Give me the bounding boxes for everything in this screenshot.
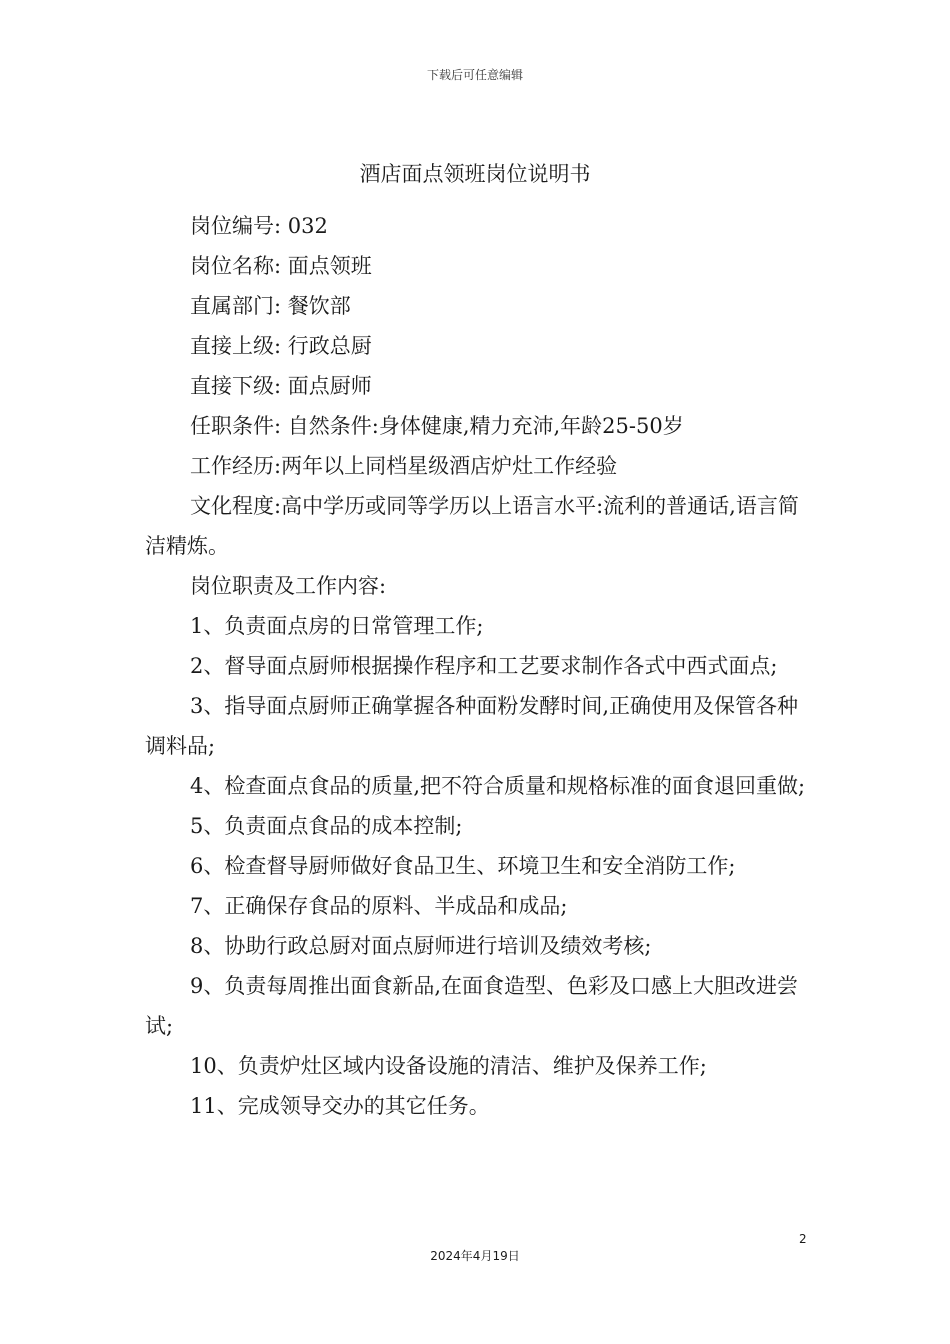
field-direct-superior: 直接上级: 行政总厨 [190,334,372,358]
duty-item: 6、检查督导厨师做好食品卫生、环境卫生和安全消防工作; [190,854,736,878]
header-note: 下载后可任意编辑 [426,68,523,82]
field-requirements: 任职条件: 自然条件:身体健康,精力充沛,年龄25-50岁 [190,414,684,438]
section-heading-duties: 岗位职责及工作内容: [190,574,387,598]
duty-item: 2、督导面点厨师根据操作程序和工艺要求制作各式中西式面点; [190,654,778,678]
footer-date: 2024年4月19日 [430,1249,520,1263]
duty-item: 5、负责面点食品的成本控制; [190,814,463,838]
field-direct-subordinate: 直接下级: 面点厨师 [190,374,372,398]
duty-item: 3、指导面点厨师正确掌握各种面粉发酵时间,正确使用及保管各种调料品; [145,694,799,758]
document-body [145,206,810,1126]
field-work-experience: 工作经历:两年以上同档星级酒店炉灶工作经验 [190,454,618,478]
duty-item: 4、检查面点食品的质量,把不符合质量和规格标准的面食退回重做; [190,774,806,798]
duty-item: 1、负责面点房的日常管理工作; [190,614,484,638]
duty-item: 7、正确保存食品的原料、半成品和成品; [190,894,568,918]
duty-item: 8、协助行政总厨对面点厨师进行培训及绩效考核; [190,934,652,958]
document-title: 酒店面点领班岗位说明书 [359,162,591,186]
field-education: 文化程度:高中学历或同等学历以上语言水平:流利的普通话,语言简洁精炼。 [145,494,799,558]
field-department: 直属部门: 餐饮部 [190,294,351,318]
page-number: 2 [799,1232,807,1246]
field-position-name: 岗位名称: 面点领班 [190,254,372,278]
duty-item: 9、负责每周推出面食新品,在面食造型、色彩及口感上大胆改进尝试; [145,974,799,1038]
duty-item: 11、完成领导交办的其它任务。 [190,1094,490,1118]
duty-item: 10、负责炉灶区域内设备设施的清洁、维护及保养工作; [190,1054,707,1078]
field-position-code: 岗位编号: 032 [190,214,328,238]
